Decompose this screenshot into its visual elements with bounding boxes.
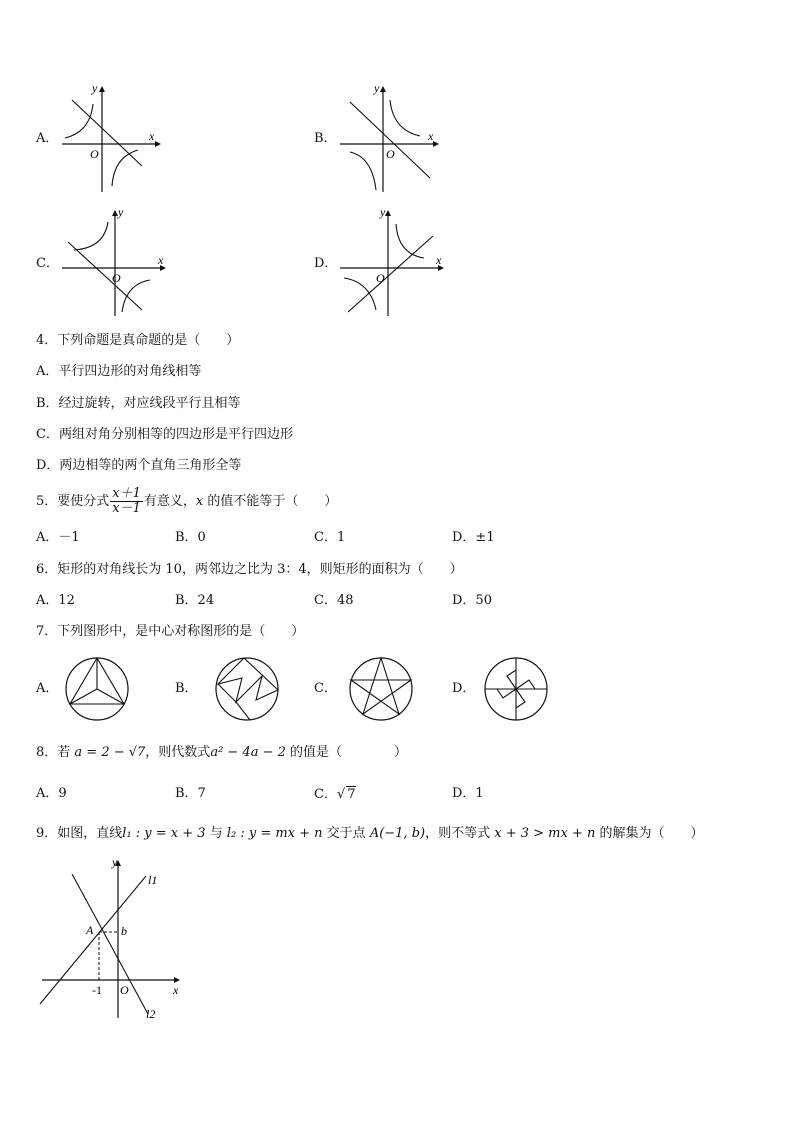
stem-suffix-b: 的值不能等于（ ） <box>203 494 338 509</box>
expression-algebraic: a² − 4a − 2 <box>210 745 286 760</box>
circle-triangle-figure[interactable] <box>64 656 130 722</box>
fraction-denominator: x－1 <box>112 501 141 516</box>
question-stem: 6．矩形的对角线长为 10，两邻边之比为 3：4，则矩形的面积为（ ） <box>36 562 463 577</box>
stem-suffix: 的值是（ ） <box>285 745 408 760</box>
option-a[interactable]: A．12 <box>36 593 75 608</box>
option-a[interactable]: A．平行四边形的对角线相等 <box>36 364 202 379</box>
y-axis-label: y <box>92 81 98 95</box>
origin-label: O <box>112 271 121 285</box>
option-c[interactable]: C．√ 7 <box>314 787 356 802</box>
option-b[interactable]: B．0 <box>175 530 206 545</box>
graph-b-figure <box>338 82 448 197</box>
l2-label: l2 <box>146 1007 156 1021</box>
option-b[interactable]: B．7 <box>175 786 206 801</box>
line-l1: l₁ : y = x + 3 <box>122 826 206 841</box>
y-axis-label: y <box>380 205 386 219</box>
neg-one-label: -1 <box>92 983 102 997</box>
inequality: x + 3 > mx + n <box>494 826 596 841</box>
option-label: A． <box>36 681 59 696</box>
option-c[interactable]: C．48 <box>314 593 354 608</box>
stem-mid: ，则代数式 <box>145 745 211 760</box>
option-label: A． <box>36 131 59 146</box>
intersecting-lines-figure <box>36 852 186 1022</box>
question-stem <box>36 826 704 842</box>
option-c[interactable]: C．两组对角分别相等的四边形是平行四边形 <box>36 427 293 442</box>
stem-mid3: ，则不等式 <box>425 826 495 841</box>
option-label: D． <box>314 256 338 271</box>
option-c-label: C． <box>314 787 337 802</box>
option-label: C． <box>36 256 59 271</box>
fraction <box>110 487 143 516</box>
option-d[interactable]: D．两边相等的两个直角三角形全等 <box>36 458 242 473</box>
option-c-radicand: 7 <box>347 787 356 802</box>
point-a-label: A <box>86 923 94 937</box>
option-d[interactable]: D．1 <box>452 786 484 801</box>
option-label: D． <box>452 681 476 696</box>
option-a[interactable]: A．9 <box>36 786 67 801</box>
question-stem <box>36 484 337 520</box>
stem-prefix: 5．要使分式 <box>36 494 110 509</box>
option-label: B． <box>314 131 337 146</box>
option-d[interactable]: D．50 <box>452 593 492 608</box>
point-a: A(−1, b) <box>369 826 426 841</box>
option-label: B． <box>175 681 198 696</box>
graph-d-figure <box>338 204 458 319</box>
expression-a: a = 2 − √7 <box>74 745 146 760</box>
question-stem <box>36 745 407 761</box>
variable-x: x <box>195 494 204 509</box>
option-c[interactable]: C．1 <box>314 530 346 545</box>
graph-c-figure <box>60 204 180 319</box>
y-axis-label: y <box>112 855 118 869</box>
line-l2: l₂ : y = mx + n <box>226 826 323 841</box>
stem-prefix: 8．若 <box>36 745 75 760</box>
x-axis-label: x <box>158 253 164 267</box>
x-axis-label: x <box>149 129 155 143</box>
origin-label: O <box>376 271 385 285</box>
x-axis-label: x <box>173 983 179 997</box>
stem-suffix: 的解集为（ ） <box>595 826 704 841</box>
option-b[interactable]: B．24 <box>175 593 215 608</box>
option-label: C． <box>314 681 337 696</box>
circle-star-figure[interactable] <box>348 656 414 722</box>
stem-suffix-a: 有意义， <box>143 494 196 509</box>
circle-windmill-figure[interactable] <box>483 656 549 722</box>
stem-mid2: 交于点 <box>322 826 370 841</box>
y-axis-label: y <box>374 81 380 95</box>
option-a[interactable]: A．－1 <box>36 530 80 545</box>
b-label: b <box>121 924 127 938</box>
origin-label: O <box>386 147 395 161</box>
option-b[interactable]: B．经过旋转，对应线段平行且相等 <box>36 396 241 411</box>
option-d[interactable]: D．±1 <box>452 530 495 545</box>
origin-label: O <box>120 983 129 997</box>
circle-pinwheel-figure[interactable] <box>214 656 280 722</box>
question-stem: 7．下列图形中，是中心对称图形的是（ ） <box>36 624 305 639</box>
stem-prefix: 9．如图，直线 <box>36 826 123 841</box>
l1-label: l1 <box>148 873 158 887</box>
stem-mid1: 与 <box>205 826 227 841</box>
origin-label: O <box>90 147 99 161</box>
x-axis-label: x <box>436 253 442 267</box>
question-stem: 4．下列命题是真命题的是（ ） <box>36 333 240 348</box>
fraction-numerator: x＋1 <box>112 486 141 501</box>
x-axis-label: x <box>428 129 434 143</box>
graph-a-figure <box>60 82 170 197</box>
y-axis-label: y <box>118 205 124 219</box>
